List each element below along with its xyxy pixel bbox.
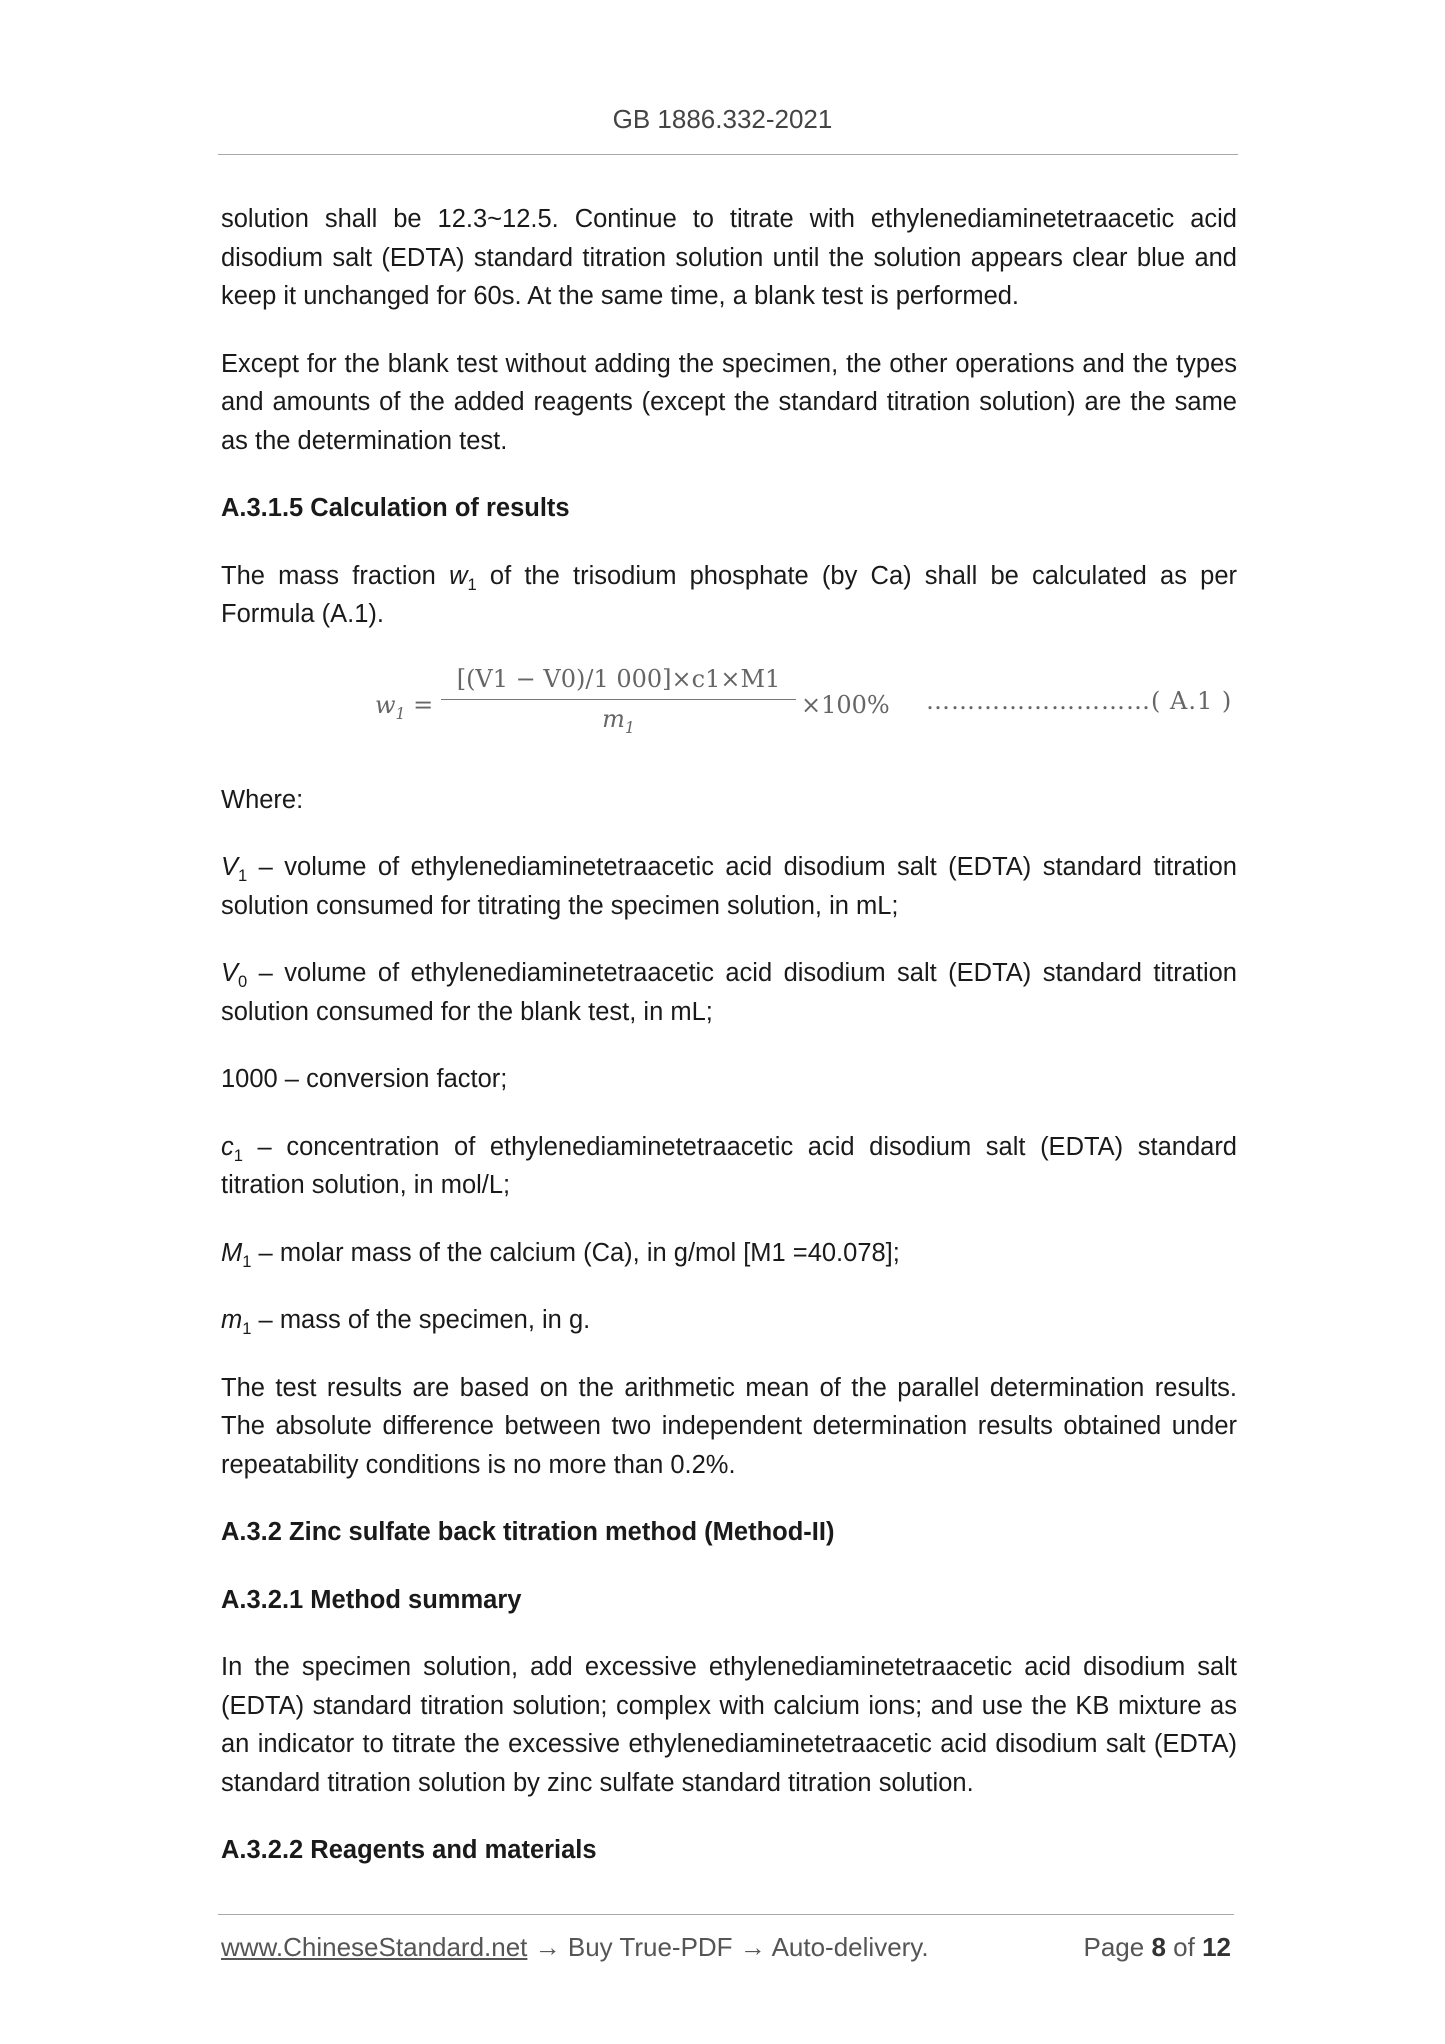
definition-symbol: c bbox=[221, 1132, 234, 1161]
where-label: Where: bbox=[221, 785, 304, 814]
definition-text: – concentration of ethylenediaminetetraacetic acid disodium salt (EDTA) standard titration solution, in mol/L; bbox=[221, 1132, 1237, 1199]
definition-symbol: M bbox=[221, 1238, 243, 1267]
page-footer bbox=[221, 1932, 1235, 1963]
definition-text: – volume of ethylenediaminetetraacetic acid disodium salt (EDTA) standard titration solution consumed for titrating the specimen solution, in mL; bbox=[221, 853, 1237, 920]
section-heading-calculation: A.3.1.5 Calculation of results bbox=[221, 494, 570, 522]
formula-a1 bbox=[221, 659, 1237, 755]
footer-divider bbox=[218, 1914, 1234, 1915]
formula-number: ………………………( A.1 ) bbox=[926, 686, 1233, 715]
formula-denominator-sub: 1 bbox=[624, 718, 635, 737]
text-run: of the trisodium phosphate (by Ca) shall be calculated as per Formula (A.1). bbox=[221, 561, 1237, 628]
paragraph-titration-end: solution shall be 12.3~12.5. Continue to titrate with ethylenediaminetetraacetic acid disodium salt (EDTA) standard titration solution until the solution appears clear blue and keep it unchanged for 60s. At the same time, a blank test is performed. bbox=[221, 205, 1237, 310]
current-page: 8 bbox=[1151, 1932, 1166, 1962]
definition-item bbox=[221, 1234, 1237, 1273]
definition-symbol: V bbox=[221, 959, 239, 987]
definition-subscript: 1 bbox=[233, 1145, 243, 1165]
page-label: Page bbox=[1083, 1932, 1145, 1962]
definition-item bbox=[221, 848, 1237, 925]
paragraph-blank-test: Except for the blank test without adding the specimen, the other operations and the types and amounts of the added reagents (except the standard titration solution) are the same as the determination test. bbox=[221, 349, 1237, 455]
text-run: The mass fraction bbox=[221, 561, 450, 590]
formula-lhs-sub: 1 bbox=[395, 704, 406, 723]
formula-numerator: [(V1 − V0)/1 000]×c1×M1 bbox=[441, 659, 796, 700]
definition-item bbox=[221, 954, 1237, 1031]
definition-symbol: V bbox=[221, 853, 239, 881]
definition-text: – volume of ethylenediaminetetraacetic acid disodium salt (EDTA) standard titration solution consumed for the blank test, in mL; bbox=[221, 959, 1237, 1026]
definition-text: 1000 – conversion factor; bbox=[221, 1065, 508, 1093]
formula-denominator-var: m bbox=[602, 704, 625, 733]
definition-list bbox=[221, 848, 1237, 1340]
formula-lhs bbox=[375, 690, 434, 723]
definition-subscript: 1 bbox=[242, 1251, 252, 1271]
subscript: 1 bbox=[467, 574, 477, 594]
definition-item bbox=[221, 1060, 1237, 1099]
definition-text: – molar mass of the calcium (Ca), in g/mol [M1 =40.078]; bbox=[251, 1238, 900, 1267]
formula-fraction bbox=[441, 659, 796, 738]
formula-denominator bbox=[441, 700, 796, 738]
page-header: GB 1886.332-2021 bbox=[612, 104, 833, 134]
section-heading-reagents: A.3.2.2 Reagents and materials bbox=[221, 1836, 597, 1864]
definition-subscript: 0 bbox=[238, 972, 248, 992]
definition-item bbox=[221, 1301, 1237, 1340]
section-heading-method-ii: A.3.2 Zinc sulfate back titration method (Method-II) bbox=[221, 1518, 835, 1546]
paragraph-method-summary: In the specimen solution, add excessive ethylenediaminetetraacetic acid disodium salt (EDTA) standard titration solution; complex with calcium ions; and use the KB mixture as an indicator to titrate the excessive ethylenediaminetetraacetic acid disodium salt (EDTA) standard titration solution by zinc sulfate standard titration solution. bbox=[221, 1653, 1237, 1797]
definition-symbol: m bbox=[221, 1306, 243, 1334]
definition-subscript: 1 bbox=[238, 866, 248, 886]
paragraph-test-results: The test results are based on the arithmetic mean of the parallel determination results. The absolute difference between two independent determination results obtained under repeatability conditions is no more than 0.2%. bbox=[221, 1373, 1237, 1479]
formula-percent: ×100% bbox=[801, 690, 890, 719]
total-pages: 12 bbox=[1202, 1932, 1231, 1962]
variable: w bbox=[449, 561, 468, 590]
definition-subscript: 1 bbox=[242, 1319, 252, 1339]
of-label: of bbox=[1173, 1932, 1195, 1962]
paragraph-mass-fraction bbox=[221, 557, 1237, 634]
page-number bbox=[1083, 1932, 1231, 1963]
formula-equals: = bbox=[413, 690, 434, 719]
section-heading-method-summary: A.3.2.1 Method summary bbox=[221, 1585, 522, 1614]
website-link[interactable]: www.ChineseStandard.net bbox=[221, 1932, 528, 1962]
document-body bbox=[221, 200, 1237, 1899]
formula-lhs-var: w bbox=[375, 690, 396, 719]
footer-promo-text: → Buy True-PDF → Auto-delivery. bbox=[527, 1932, 929, 1962]
header-divider bbox=[218, 154, 1238, 155]
definition-item bbox=[221, 1128, 1237, 1205]
definition-text: – mass of the specimen, in g. bbox=[251, 1306, 591, 1334]
